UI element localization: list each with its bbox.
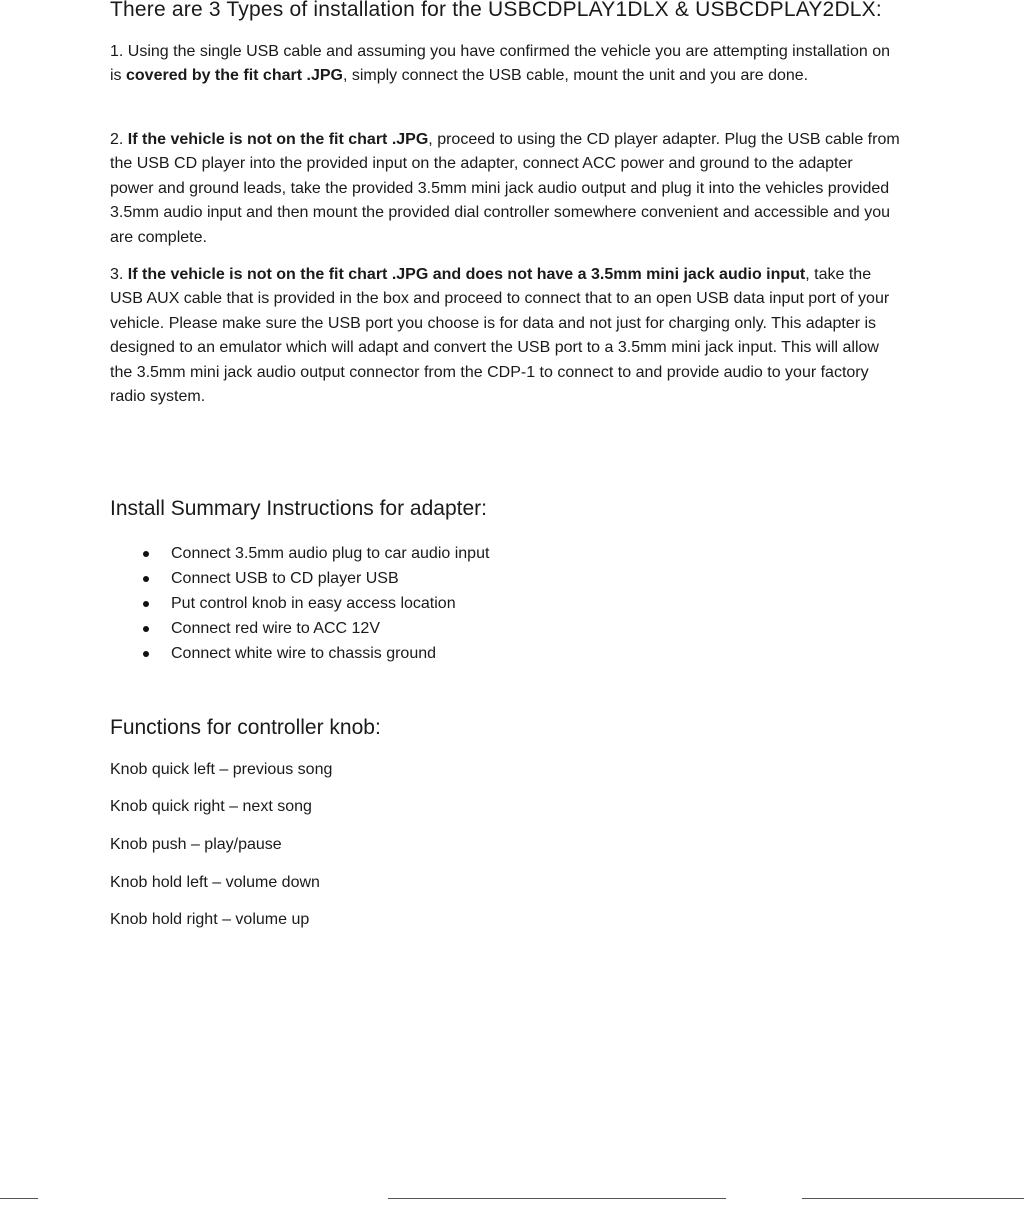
list-item-text: Connect white wire to chassis ground xyxy=(171,645,437,662)
functions-heading: Functions for controller knob: xyxy=(110,716,381,739)
list-item-text: Connect USB to CD player USB xyxy=(171,570,399,587)
paragraph-text: , take the USB AUX cable that is provided in the box and proceed to connect that to an open USB data input port of your vehicle. Please make sure the USB port you choose is for data and not just for charging only. This adapter is designed to an emulator which will adapt and convert the USB port to a 3.5mm mini jack input. This will allow the 3.5mm mini jack audio output connector from the CDP-1 to connect to and provide audio to your factory radio system. xyxy=(110,266,890,406)
list-item-text: Connect red wire to ACC 12V xyxy=(171,620,380,637)
list-item xyxy=(140,641,489,666)
scan-edge-line xyxy=(802,1198,1024,1199)
installation-type-1 xyxy=(110,40,890,89)
install-summary-list xyxy=(140,541,489,666)
installation-type-2 xyxy=(110,128,900,250)
knob-function-item: Knob quick right – next song xyxy=(110,798,312,815)
bullet-icon xyxy=(143,601,149,607)
paragraph-text: , proceed to using the CD player adapter. Plug the USB cable from the USB CD player into the provided input on the adapter, connect ACC power and ground to the adapter power and ground leads, take the provided 3.5mm mini jack audio output and plug it into the vehicles provided 3.5mm audio input and then mount the provided dial controller somewhere convenient and accessible and you are complete. xyxy=(110,131,900,246)
list-item xyxy=(140,616,489,641)
paragraph-text: 1. Using the single USB cable and assuming you have confirmed the vehicle you are attempting installation on is xyxy=(110,43,891,85)
list-item-text: Connect 3.5mm audio plug to car audio input xyxy=(171,545,490,562)
emphasis-text: If the vehicle is not on the fit chart .JPG and does not have a 3.5mm mini jack audio input xyxy=(127,266,806,283)
emphasis-text: covered by the fit chart .JPG xyxy=(126,67,343,85)
installation-type-3 xyxy=(110,263,900,409)
paragraph-text: 3. xyxy=(110,266,128,283)
paragraph-text: 2. xyxy=(110,131,128,148)
list-item xyxy=(140,566,489,591)
scan-edge-line xyxy=(388,1198,726,1199)
bullet-icon xyxy=(143,576,149,582)
emphasis-text: If the vehicle is not on the fit chart .JPG xyxy=(127,131,429,148)
list-item xyxy=(140,591,489,616)
scan-edge-line xyxy=(0,1198,38,1199)
install-summary-heading: Install Summary Instructions for adapter: xyxy=(110,497,487,520)
knob-function-item: Knob quick left – previous song xyxy=(110,761,333,778)
list-item-text: Put control knob in easy access location xyxy=(171,595,456,612)
document-title: There are 3 Types of installation for the USBCDPLAY1DLX & USBCDPLAY2DLX: xyxy=(110,0,882,21)
paragraph-text: , simply connect the USB cable, mount the unit and you are done. xyxy=(342,67,809,85)
bullet-icon xyxy=(143,551,149,557)
bullet-icon xyxy=(143,626,149,632)
bullet-icon xyxy=(143,651,149,657)
knob-function-item: Knob hold right – volume up xyxy=(110,911,310,928)
knob-function-item: Knob hold left – volume down xyxy=(110,874,320,891)
knob-function-item: Knob push – play/pause xyxy=(110,836,282,853)
list-item xyxy=(140,541,489,566)
